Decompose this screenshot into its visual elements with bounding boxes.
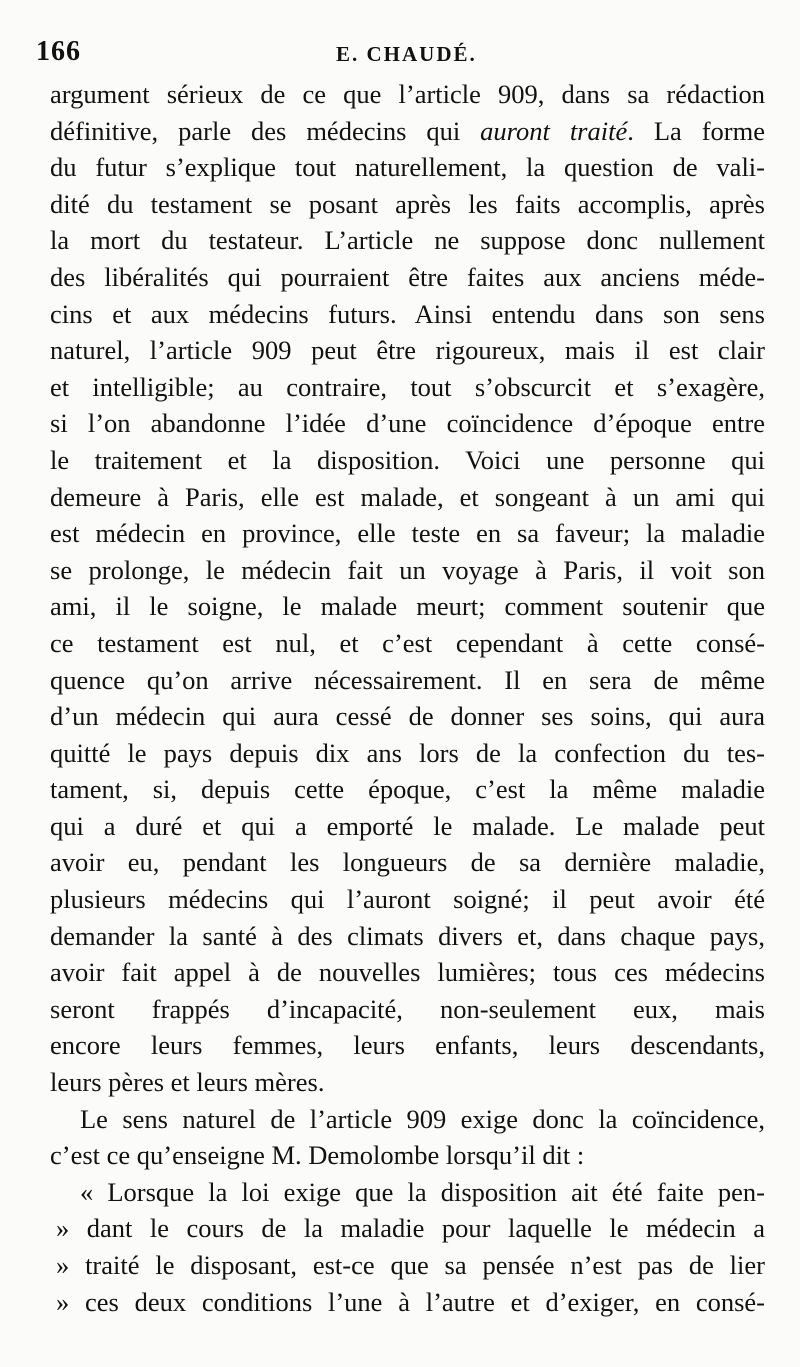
text-line: c’est ce qu’enseigne M. Demolombe lorsqu’il dit : [50, 1140, 585, 1171]
quote-line: « Lorsque la loi exige que la disposition ait été faite pen- [80, 1176, 765, 1207]
text-line: ce testament est nul, et c’est cependant à cette consé- [50, 627, 765, 658]
text-line: plusieurs médecins qui l’auront soigné; il peut avoir été [50, 884, 765, 915]
text-line: et intelligible; au contraire, tout s’obscurcit et s’exagère, [50, 371, 765, 402]
quote-line: » ces deux conditions l’une à l’autre et d’exiger, en consé- [56, 1286, 765, 1317]
text-line: argument sérieux de ce que l’article 909, dans sa rédaction [50, 79, 765, 109]
italic-phrase: auront traité [480, 115, 628, 146]
text-line: demeure à Paris, elle est malade, et songeant à un ami qui [50, 481, 765, 512]
text-line: se prolonge, le médecin fait un voyage à Paris, il voit son [50, 554, 765, 585]
text-line: ami, il le soigne, le malade meurt; comment soutenir que [50, 591, 765, 622]
running-head: E. CHAUDÉ. [336, 42, 477, 66]
text-line: encore leurs femmes, leurs enfants, leurs descendants, [50, 1030, 765, 1061]
text-segment: . La forme [627, 115, 765, 146]
text-line: la mort du testateur. L’article ne suppose donc nullement [50, 225, 765, 256]
text-line: avoir fait appel à de nouvelles lumières; tous ces médecins [50, 957, 765, 988]
quote-line: » traité le disposant, est-ce que sa pensée n’est pas de lier [56, 1250, 765, 1280]
text-line: leurs pères et leurs mères. [50, 1067, 325, 1098]
text-line: demander la santé à des climats divers et, dans chaque pays, [50, 920, 765, 951]
text-line: du futur s’explique tout naturellement, la question de vali- [50, 152, 765, 183]
body-text [50, 76, 765, 1320]
text-line: si l’on abandonne l’idée d’une coïncidence d’époque entre [50, 408, 765, 439]
text-line: le traitement et la disposition. Voici une personne qui [50, 444, 765, 475]
text-line: qui a duré et qui a emporté le malade. Le malade peut [50, 810, 765, 841]
text-line: quence qu’on arrive nécessairement. Il en sera de même [50, 664, 765, 695]
text-segment: définitive, parle des médecins qui [50, 115, 461, 146]
text-line: avoir eu, pendant les longueurs de sa dernière maladie, [50, 847, 765, 878]
text-line: des libéralités qui pourraient être faites aux anciens méde- [50, 261, 765, 292]
text-line: seront frappés d’incapacité, non-seulement eux, mais [50, 993, 765, 1024]
page-header [36, 36, 766, 76]
text-line [50, 113, 765, 150]
text-line: quitté le pays depuis dix ans lors de la confection du tes- [50, 737, 765, 768]
text-line: est médecin en province, elle teste en sa faveur; la maladie [50, 518, 765, 549]
text-line: tament, si, depuis cette époque, c’est la même maladie [50, 774, 765, 805]
text-line: naturel, l’article 909 peut être rigoureux, mais il est clair [50, 335, 765, 366]
text-line: Le sens naturel de l’article 909 exige donc la coïncidence, [80, 1103, 765, 1134]
page-number: 166 [36, 36, 81, 67]
text-line: cins et aux médecins futurs. Ainsi entendu dans son sens [50, 298, 765, 329]
text-line: dité du testament se posant après les faits accomplis, après [50, 188, 765, 219]
text-line: d’un médecin qui aura cessé de donner ses soins, qui aura [50, 701, 765, 732]
quote-line: » dant le cours de la maladie pour laquelle le médecin a [56, 1213, 765, 1244]
